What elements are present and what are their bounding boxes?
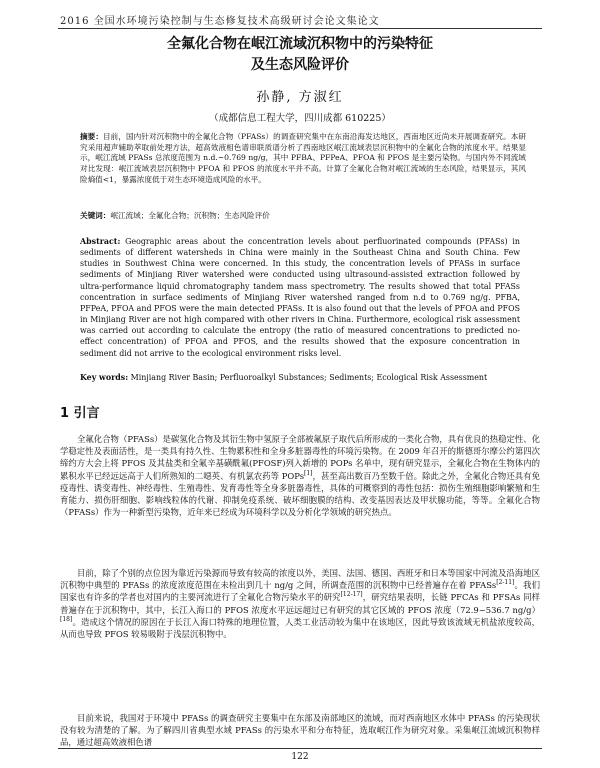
citation: [12-17] [340, 591, 363, 599]
intro-p2-text-d: 。造成这个情况的原因在于长江入海口特殊的地理位置，人类工业活动较为集中在该地区，因此导致该流域无机盐浓度较高，从而也导致 PFOS 较易吸附于浅层沉积物中。 [60, 616, 540, 640]
intro-p1-text-b: ，甚至高出数百乃至数千倍。除此之外，全氟化合物还具有免疫毒性、诱变毒性、神经毒性、生殖毒性、发育毒性等全身多脏器毒性，具体的可概察到的毒性包括：损伤生殖细胞影响繁殖和生育能力、损伤肝细胞、影响线粒体的代谢、抑制免疫系统、破坏细胞膜的结构、改变基因表达及甲状腺功能，等等。全氟化合物（PFASs）作为一种新型污染物，近年来已经成为环境科学以及分析化学领域的研究热点。 [60, 470, 540, 518]
intro-paragraph-2 [60, 567, 540, 640]
abstract-cn [80, 132, 526, 186]
intro-p2-text-b: 。我们国家也有许多的学者也对国内的主要河流进行了全氟化合物污染水平的研究 [60, 580, 540, 603]
intro-p2-text-a: 目前，除了个别的点位因为靠近污染源而导致有较高的浓度以外，美国、法国、德国、西班牙和日本等国家中河流及沿海地区沉积物中典型的 PFASs 的浓度浓度范围在未检出到几十 ng/g 之间，所调查范围的沉积物中已经普遍存在着 PFASs [60, 568, 540, 591]
abstract-en-text: Geographic areas about the concentration levels about perfluorinated compounds (PFASs) in sediments of different watersheds in China were mainly in the Southeast China and South China. Few studies in Southwest China were concerned. In this study, the concentration levels of PFASs in surface sediments of Minjiang River watershed were conducted using ultrasound-assisted extraction followed by ultra-performance liquid chromatography tandem mass spectrometry. The results showed that total PFASs concentration in surface sediments of Minjiang River watershed ranged from n.d to 0.769 ng/g. PFBA, PFPeA, PFOA and PFOS were the main detected PFASs. It is also found out that the levels of PFOA and PFOS in Minjiang River are not high compared with other rivers in China. Furthermore, ecological risk assessment was carried out according to calculate the entropy (the ratio of measured concentrations to predicted no-effect concentration) of PFOA and PFOS, and the results showed that the exposure concentration in sediment did not arrive to the ecological environment risks level. [80, 237, 520, 358]
citation: [2-11] [496, 579, 515, 587]
intro-paragraph-1 [60, 433, 540, 518]
abstract-en [80, 236, 520, 359]
keywords-cn-text: 岷江流域；全氟化合物；沉积物；生态风险评价 [110, 211, 270, 220]
footer-divider [58, 748, 542, 749]
keywords-en [80, 372, 520, 383]
paper-title-line-1: 全氟化合物在岷江流域沉积物中的污染特征 [167, 36, 433, 52]
intro-p1-text-a: 全氟化合物（PFASs）是碳氢化合物及其衍生物中氢原子全部被氟原子取代后所形成的一类化合物，具有优良的热稳定性、化学稳定性及表面活性，是一类具有持久性、生物累积性和全身多脏器毒性的环境污染物。在 2009 年召开的斯德哥尔摩公约第四次缔约方大会上将 PFOS 及其盐类和全氟辛基磺酰氟(PFOSF)列入新增的 POPs 名单中，现有研究显示，全氟化合物在生物体内的累积水平已经远远高于人们所熟知的二噁英、有机氯农药等 POPs [60, 434, 540, 481]
intro-p2-text-c: ，研究结果表明，长链 PFCAs 和 PFSAs 同样普遍存在于沉积物中，其中，长江入海口的 PFOS 浓度水平远远超过已有研究的其它区域的 PFOS 浓度（72.9~536.7 ng/g） [60, 592, 540, 615]
abstract-cn-text: 目前，国内针对沉积物中的全氟化合物（PFASs）的调查研究集中在东南沿海发达地区，西南地区近尚未开展调查研究。本研究采用超声辅助萃取前处理方法，超高效液相色谱串联质谱分析了西南地区岷江流域表层沉积物中的全氟化合物的浓度水平。结果显示，岷江流域 PFASs 总浓度范围为 n.d.~0.769 ng/g，其中 PFBA、PFPeA、PFOA 和 PFOS 是主要污染物。与国内外不同流域对比发现：岷江流域表层沉积物中 PFOA 和 PFOS 的浓度水平并不高。计算了全氟化合物对岷江流域的生态风险，结果显示，其风险熵值<1，暴露浓度低于对生态环境造成风险的水平。 [80, 132, 527, 184]
keywords-en-text: Minjiang River Basin; Perfluoroalkyl Substances; Sediments; Ecological Risk Assessment [130, 373, 488, 382]
section-heading-introduction: 1 引言 [60, 406, 100, 421]
abstract-cn-label: 摘要： [80, 132, 104, 141]
header-divider [58, 28, 542, 29]
keywords-cn-label: 关键词： [80, 211, 111, 220]
paper-title-line-2: 及生态风险评价 [251, 57, 349, 73]
page-number: 122 [291, 752, 309, 762]
affiliation: （成都信息工程大学，四川成都 610225） [209, 113, 391, 124]
keywords-cn [80, 211, 526, 222]
authors: 孙静, 方淑红 [256, 90, 344, 105]
running-header: 2016 全国水环境污染控制与生态修复技术高级研讨会论文集论文 [60, 16, 380, 27]
intro-paragraph-3: 目前来说，我国对于环境中 PFASs 的调查研究主要集中在东部及南部地区的流域，而对西南地区水体中 PFASs 的污染现状没有较为清楚的了解。为了解四川省典型水域 PFASs 的污染水平和分布特征，选取岷江作为研究对象。采集岷江流域沉积物样品，通过超高效液相色谱 [60, 713, 540, 748]
abstract-en-label: Abstract: [80, 237, 121, 246]
citation: [18] [60, 616, 73, 624]
citation: [1] [304, 469, 313, 477]
keywords-en-label: Key words: [80, 373, 129, 382]
